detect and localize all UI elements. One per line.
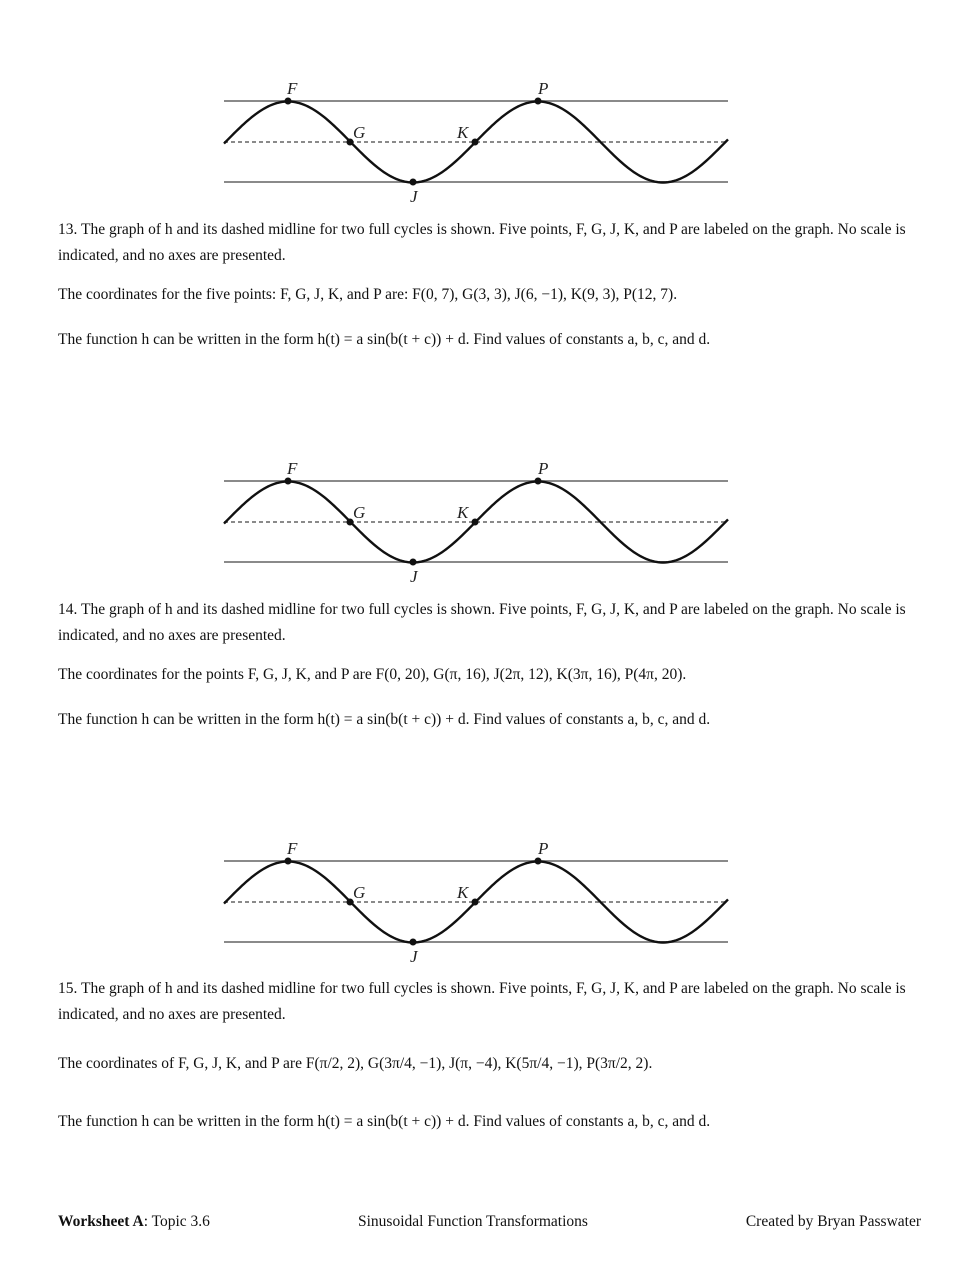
problem-14-coords: The coordinates for the points F, G, J, K, and P are F(0, 20), G(π, 16), J(2π, 12), K(3π, 16), P(4π, 20). — [58, 666, 687, 683]
point-K — [472, 139, 479, 146]
label-P: P — [538, 79, 549, 98]
sinusoid-graph — [220, 838, 732, 968]
problem-13-coords: The coordinates for the five points: F, G, J, K, and P are: F(0, 7), G(3, 3), J(6, −1), K(9, 3), P(12, 7). — [58, 286, 678, 303]
label-J: J — [410, 947, 418, 966]
label-G: G — [353, 883, 366, 902]
point-K — [472, 899, 479, 906]
point-K — [472, 519, 479, 526]
point-J — [410, 559, 417, 566]
label-G: G — [353, 123, 366, 142]
footer-topic: : Topic 3.6 — [143, 1213, 210, 1230]
problem-13-task: The function h can be written in the form h(t) = a sin(b(t + c)) + d. Find values of constants a, b, c, and d. — [58, 331, 711, 348]
label-P: P — [538, 459, 549, 478]
point-F — [285, 478, 292, 485]
point-P — [535, 98, 542, 105]
footer-author: Created by Bryan Passwater — [745, 1213, 921, 1230]
graph-14 — [220, 458, 732, 588]
label-G: G — [353, 503, 366, 522]
footer-worksheet-title: Worksheet A — [58, 1213, 144, 1230]
problem-14-task: The function h can be written in the form h(t) = a sin(b(t + c)) + d. Find values of constants a, b, c, and d. — [58, 711, 711, 728]
label-P: P — [538, 839, 549, 858]
graph-13 — [220, 78, 732, 208]
label-J: J — [410, 567, 418, 586]
label-J: J — [410, 187, 418, 206]
problem-13-intro: 13. The graph of h and its dashed midline for two full cycles is shown. Five points, F, G, J, K, and P are labeled on the graph. No scale is indicated, and no axes are presented. — [58, 221, 906, 264]
point-F — [285, 858, 292, 865]
problem-15-coords: The coordinates of F, G, J, K, and P are F(π/2, 2), G(3π/4, −1), J(π, −4), K(5π/4, −1), P(3π/2, 2). — [58, 1055, 653, 1072]
problem-14-intro: 14. The graph of h and its dashed midline for two full cycles is shown. Five points, F, G, J, K, and P are labeled on the graph. No scale is indicated, and no axes are presented. — [58, 601, 906, 644]
label-F: F — [287, 459, 298, 478]
label-K: K — [457, 123, 469, 142]
point-J — [410, 179, 417, 186]
label-K: K — [457, 503, 469, 522]
label-F: F — [287, 79, 298, 98]
footer-subject: Sinusoidal Function Transformations — [358, 1213, 588, 1230]
point-P — [535, 858, 542, 865]
point-P — [535, 478, 542, 485]
graph-15 — [220, 838, 732, 968]
point-J — [410, 939, 417, 946]
problem-15-task: The function h can be written in the form h(t) = a sin(b(t + c)) + d. Find values of constants a, b, c, and d. — [58, 1113, 711, 1130]
sinusoid-graph — [220, 458, 732, 588]
sinusoid-graph — [220, 78, 732, 208]
problem-15-intro: 15. The graph of h and its dashed midline for two full cycles is shown. Five points, F, G, J, K, and P are labeled on the graph. No scale is indicated, and no axes are presented. — [58, 980, 906, 1023]
footer-worksheet — [58, 1213, 210, 1231]
point-F — [285, 98, 292, 105]
label-K: K — [457, 883, 469, 902]
label-F: F — [287, 839, 298, 858]
